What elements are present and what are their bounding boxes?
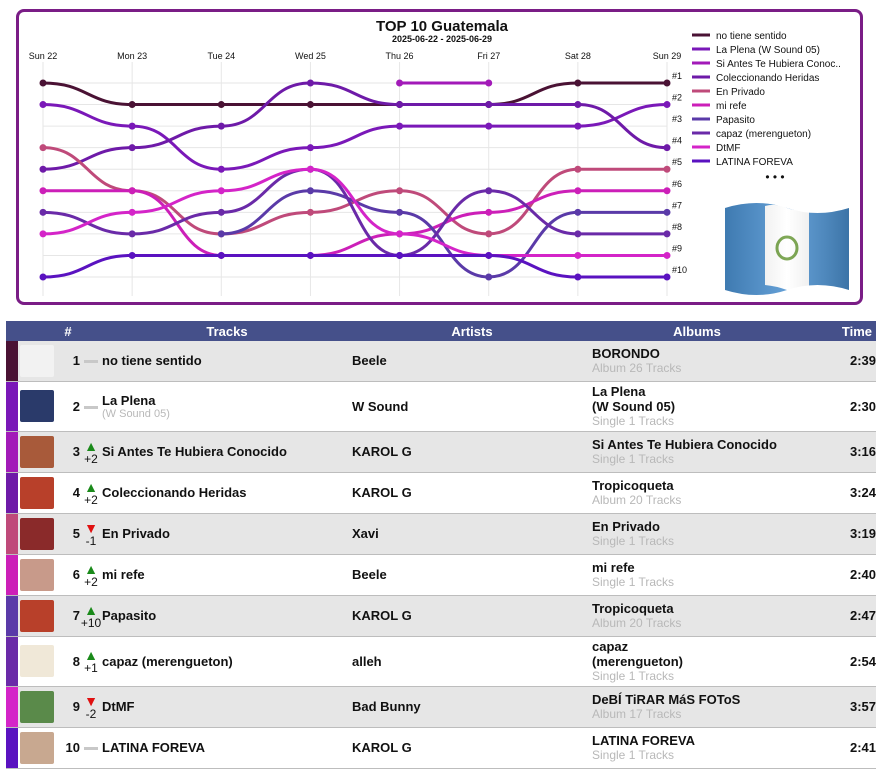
album-track-count: Single 1 Tracks (592, 669, 675, 683)
data-point[interactable] (396, 209, 403, 216)
album-track-count: Single 1 Tracks (592, 748, 675, 762)
album-name[interactable]: La Plena (W Sound 05) (592, 384, 676, 414)
chart-grid (29, 51, 687, 296)
track-cell (102, 341, 352, 381)
rank-tick-label: #10 (672, 265, 688, 275)
track-title[interactable]: DtMF (102, 699, 135, 714)
track-duration: 2:41 (802, 727, 876, 768)
rank-number: 6 (56, 554, 80, 595)
album-name[interactable]: BORONDO (592, 346, 660, 362)
data-point[interactable] (307, 252, 314, 259)
data-point[interactable] (40, 166, 47, 173)
track-cell (102, 381, 352, 431)
legend-label[interactable]: La Plena (W Sound 05) (716, 45, 820, 56)
cover-cell (18, 513, 56, 554)
track-duration: 3:16 (802, 431, 876, 472)
data-point[interactable] (485, 209, 492, 216)
legend-label[interactable]: capaz (merengueton) (716, 129, 812, 140)
data-point[interactable] (574, 274, 581, 281)
data-point[interactable] (485, 80, 492, 87)
data-point[interactable] (396, 123, 403, 130)
data-point[interactable] (307, 80, 314, 87)
album-track-count: Album 17 Tracks (592, 707, 682, 721)
rank-tick-label: #3 (672, 114, 683, 125)
track-subtitle: (W Sound 05) (102, 407, 170, 420)
data-point[interactable] (485, 101, 492, 108)
artist-name[interactable]: alleh (352, 636, 592, 686)
data-point[interactable] (664, 166, 671, 173)
data-point[interactable] (574, 80, 581, 87)
day-tick-label: Thu 26 (385, 51, 414, 61)
row-color-bar (6, 636, 18, 686)
data-point[interactable] (218, 187, 225, 194)
data-point[interactable] (396, 101, 403, 108)
data-point[interactable] (307, 166, 314, 173)
data-point[interactable] (574, 209, 581, 216)
series-line (43, 255, 667, 277)
header-change (80, 321, 102, 341)
data-point[interactable] (129, 230, 136, 237)
header-artists: Artists (352, 321, 592, 341)
album-cell (592, 341, 802, 381)
album-name[interactable]: mi refe (592, 560, 635, 575)
day-tick-label: Fri 27 (477, 51, 501, 61)
track-title[interactable]: no tiene sentido (102, 353, 202, 369)
cover-cell (18, 431, 56, 472)
album-track-count: Single 1 Tracks (592, 414, 675, 428)
header-albums: Albums (592, 321, 802, 341)
series-line (43, 105, 667, 170)
legend-label[interactable]: DtMF (716, 143, 741, 154)
rank-tick-label: #2 (672, 92, 683, 103)
data-point[interactable] (664, 101, 671, 108)
track-duration: 3:24 (802, 472, 876, 513)
album-track-count: Album 20 Tracks (592, 493, 682, 507)
data-point[interactable] (40, 144, 47, 151)
table-row[interactable] (6, 727, 876, 768)
album-track-count: Single 1 Tracks (592, 575, 675, 589)
track-title[interactable]: capaz (merengueton) (102, 653, 233, 669)
rank-change-cell (80, 341, 102, 381)
artist-name[interactable]: Xavi (352, 513, 592, 554)
track-title[interactable]: En Privado (102, 526, 170, 541)
rank-down-icon: ▼ (84, 692, 98, 709)
album-name[interactable]: Tropicoqueta (592, 601, 674, 616)
rank-up-icon: ▲ (84, 647, 98, 663)
track-cell (102, 686, 352, 727)
data-point[interactable] (40, 274, 47, 281)
rank-tick-label: #7 (672, 200, 683, 211)
legend-label[interactable]: Coleccionando Heridas (716, 73, 820, 84)
rank-change-cell (80, 727, 102, 768)
table-row[interactable] (6, 595, 876, 636)
rank-up-icon: ▲ (84, 601, 98, 618)
rank-change-cell (80, 381, 102, 431)
album-cover-image[interactable] (20, 390, 54, 422)
track-duration: 2:40 (802, 554, 876, 595)
track-cell (102, 513, 352, 554)
data-point[interactable] (664, 252, 671, 259)
rank-number: 7 (56, 595, 80, 636)
track-title[interactable]: Si Antes Te Hubiera Conocido (102, 444, 287, 459)
rank-down-icon: ▼ (84, 519, 98, 536)
legend-label[interactable]: En Privado (716, 87, 765, 98)
data-point[interactable] (307, 144, 314, 151)
rank-change-cell (80, 513, 102, 554)
rank-number: 10 (56, 727, 80, 768)
chart-subtitle: 2025-06-22 - 2025-06-29 (391, 34, 493, 44)
artist-name[interactable]: Bad Bunny (352, 686, 592, 727)
table-row[interactable] (6, 381, 876, 431)
data-point[interactable] (129, 187, 136, 194)
data-point[interactable] (218, 252, 225, 259)
rank-tick-label: #6 (672, 178, 683, 189)
album-cover-image[interactable] (20, 691, 54, 723)
track-duration: 3:19 (802, 513, 876, 554)
day-tick-label: Tue 24 (207, 51, 236, 61)
track-cell (102, 636, 352, 686)
data-point[interactable] (129, 252, 136, 259)
artist-name[interactable]: W Sound (352, 381, 592, 431)
day-tick-label: Wed 25 (294, 51, 326, 61)
rank-tick-label: #9 (672, 243, 683, 254)
cover-cell (18, 381, 56, 431)
album-cell (592, 636, 802, 686)
rank-change-cell (80, 595, 102, 636)
chart-legend (692, 31, 841, 168)
album-cover-image[interactable] (20, 477, 54, 509)
artist-name[interactable]: Beele (352, 554, 592, 595)
album-cell (592, 472, 802, 513)
row-color-bar (6, 595, 18, 636)
album-cover-image[interactable] (20, 732, 54, 764)
header-number: # (56, 321, 80, 341)
rank-up-icon: ▲ (84, 560, 98, 577)
rank-change-cell (80, 431, 102, 472)
rank-number: 3 (56, 431, 80, 472)
data-point[interactable] (396, 252, 403, 259)
album-cell (592, 595, 802, 636)
rank-change: +2 (84, 492, 98, 507)
data-point[interactable] (40, 230, 47, 237)
data-point[interactable] (129, 101, 136, 108)
track-duration: 2:39 (802, 341, 876, 381)
table-row[interactable] (6, 341, 876, 381)
row-color-bar (6, 727, 18, 768)
table-row[interactable] (6, 431, 876, 472)
day-tick-label: Sat 28 (564, 51, 591, 61)
data-point[interactable] (218, 166, 225, 173)
album-name[interactable]: LATINA FOREVA (592, 733, 696, 748)
table-row[interactable] (6, 513, 876, 554)
rank-tick-label: #1 (672, 71, 683, 81)
cover-cell (18, 554, 56, 595)
track-duration: 2:30 (802, 381, 876, 431)
data-point[interactable] (485, 252, 492, 259)
header-blank (6, 321, 56, 341)
track-cell (102, 431, 352, 472)
data-point[interactable] (485, 123, 492, 130)
row-color-bar (6, 554, 18, 595)
data-point[interactable] (129, 123, 136, 130)
rank-change: -2 (85, 706, 97, 721)
data-point[interactable] (218, 101, 225, 108)
rank-same-icon (84, 747, 98, 750)
rank-up-icon: ▲ (84, 437, 98, 454)
row-color-bar (6, 431, 18, 472)
data-point[interactable] (129, 209, 136, 216)
track-title[interactable]: La Plena (102, 392, 156, 408)
data-point[interactable] (664, 80, 671, 87)
row-color-bar (6, 472, 18, 513)
album-name[interactable]: DeBÍ TiRAR MáS FOToS (592, 692, 741, 707)
album-name[interactable]: Tropicoqueta (592, 478, 674, 493)
legend-label[interactable]: LATINA FOREVA (716, 157, 793, 168)
rank-number: 1 (56, 341, 80, 381)
track-title[interactable]: mi refe (102, 567, 145, 582)
artist-name[interactable]: KAROL G (352, 595, 592, 636)
album-cover-image[interactable] (20, 345, 54, 377)
rank-number: 2 (56, 381, 80, 431)
album-track-count: Album 26 Tracks (592, 361, 682, 376)
track-duration: 2:54 (802, 636, 876, 686)
rank-same-icon (84, 406, 98, 409)
rank-tick-label: #5 (672, 157, 683, 168)
row-color-bar (6, 686, 18, 727)
track-cell (102, 595, 352, 636)
rank-number: 4 (56, 472, 80, 513)
album-cover-image[interactable] (20, 436, 54, 468)
data-point[interactable] (574, 166, 581, 173)
day-tick-label: Mon 23 (117, 51, 148, 61)
rank-tick-label: #8 (672, 221, 683, 232)
table-row[interactable] (6, 636, 876, 686)
track-title[interactable]: Papasito (102, 608, 157, 623)
rank-change: -1 (85, 533, 97, 548)
data-point[interactable] (574, 230, 581, 237)
rank-change: +2 (84, 574, 98, 589)
data-point[interactable] (664, 274, 671, 281)
artist-name[interactable]: KAROL G (352, 727, 592, 768)
data-point[interactable] (40, 187, 47, 194)
album-cell (592, 381, 802, 431)
data-point[interactable] (574, 101, 581, 108)
data-point[interactable] (396, 187, 403, 194)
rank-number: 5 (56, 513, 80, 554)
album-track-count: Single 1 Tracks (592, 452, 675, 466)
rank-up-icon: ▲ (84, 478, 98, 495)
rank-change-cell (80, 472, 102, 513)
data-point[interactable] (664, 187, 671, 194)
cover-cell (18, 595, 56, 636)
cover-cell (18, 472, 56, 513)
data-point[interactable] (396, 230, 403, 237)
album-cell (592, 727, 802, 768)
data-point[interactable] (218, 230, 225, 237)
cover-cell (18, 636, 56, 686)
chart-series-lines (40, 80, 671, 281)
track-duration: 3:57 (802, 686, 876, 727)
album-cell (592, 513, 802, 554)
legend-label[interactable]: Si Antes Te Hubiera Conoc.. (716, 59, 841, 70)
table-row[interactable] (6, 686, 876, 727)
album-cover-image[interactable] (20, 559, 54, 591)
rank-tick-label: #4 (672, 135, 683, 146)
data-point[interactable] (664, 144, 671, 151)
artist-name[interactable]: Beele (352, 341, 592, 381)
album-cover-image[interactable] (20, 600, 54, 632)
track-cell (102, 472, 352, 513)
track-title[interactable]: LATINA FOREVA (102, 740, 206, 755)
track-cell (102, 554, 352, 595)
header-time: Time (802, 321, 876, 341)
artist-name[interactable]: KAROL G (352, 431, 592, 472)
data-point[interactable] (40, 101, 47, 108)
album-cover-image[interactable] (20, 518, 54, 550)
track-cell (102, 727, 352, 768)
data-point[interactable] (40, 80, 47, 87)
rank-number: 9 (56, 686, 80, 727)
data-point[interactable] (574, 187, 581, 194)
album-cover-image[interactable] (20, 645, 54, 677)
artist-name[interactable]: KAROL G (352, 472, 592, 513)
table-header-row (6, 321, 876, 341)
data-point[interactable] (307, 101, 314, 108)
data-point[interactable] (307, 187, 314, 194)
day-tick-label: Sun 29 (652, 51, 682, 61)
table-row[interactable] (6, 472, 876, 513)
album-name[interactable]: Si Antes Te Hubiera Conocido (592, 437, 777, 452)
data-point[interactable] (218, 123, 225, 130)
data-point[interactable] (664, 209, 671, 216)
rank-change: +2 (84, 451, 98, 466)
data-point[interactable] (129, 144, 136, 151)
tracks-table (6, 321, 876, 769)
data-point[interactable] (664, 230, 671, 237)
track-duration: 2:47 (802, 595, 876, 636)
album-cell (592, 686, 802, 727)
rank-change: +1 (84, 661, 98, 675)
data-point[interactable] (485, 274, 492, 281)
data-point[interactable] (396, 80, 403, 87)
data-point[interactable] (485, 187, 492, 194)
data-point[interactable] (485, 230, 492, 237)
data-point[interactable] (307, 209, 314, 216)
data-point[interactable] (574, 252, 581, 259)
day-tick-label: Sun 22 (28, 51, 58, 61)
header-tracks: Tracks (102, 321, 352, 341)
data-point[interactable] (218, 209, 225, 216)
album-name[interactable]: capaz (merengueton) (592, 639, 683, 669)
legend-label[interactable]: mi refe (716, 101, 747, 112)
rank-same-icon (84, 360, 98, 363)
rank-change-cell (80, 686, 102, 727)
data-point[interactable] (574, 123, 581, 130)
album-track-count: Single 1 Tracks (592, 534, 675, 548)
legend-label[interactable]: no tiene sentido (716, 31, 787, 42)
rank-number: 8 (56, 636, 80, 686)
album-track-count: Album 20 Tracks (592, 616, 682, 630)
album-cell (592, 431, 802, 472)
rank-change: +10 (80, 615, 102, 630)
album-name[interactable]: En Privado (592, 519, 660, 534)
row-color-bar (6, 513, 18, 554)
legend-label[interactable]: Papasito (716, 115, 755, 126)
rank-change-cell (80, 636, 102, 686)
table-row[interactable] (6, 554, 876, 595)
cover-cell (18, 686, 56, 727)
rank-change-cell (80, 554, 102, 595)
row-color-bar (6, 341, 18, 381)
guatemala-flag-icon (717, 200, 857, 298)
track-title[interactable]: Coleccionando Heridas (102, 485, 247, 500)
data-point[interactable] (40, 209, 47, 216)
chart-title: TOP 10 Guatemala (375, 18, 509, 35)
cover-cell (18, 727, 56, 768)
legend-more: • • • (765, 170, 785, 184)
row-color-bar (6, 381, 18, 431)
album-cell (592, 554, 802, 595)
cover-cell (18, 341, 56, 381)
